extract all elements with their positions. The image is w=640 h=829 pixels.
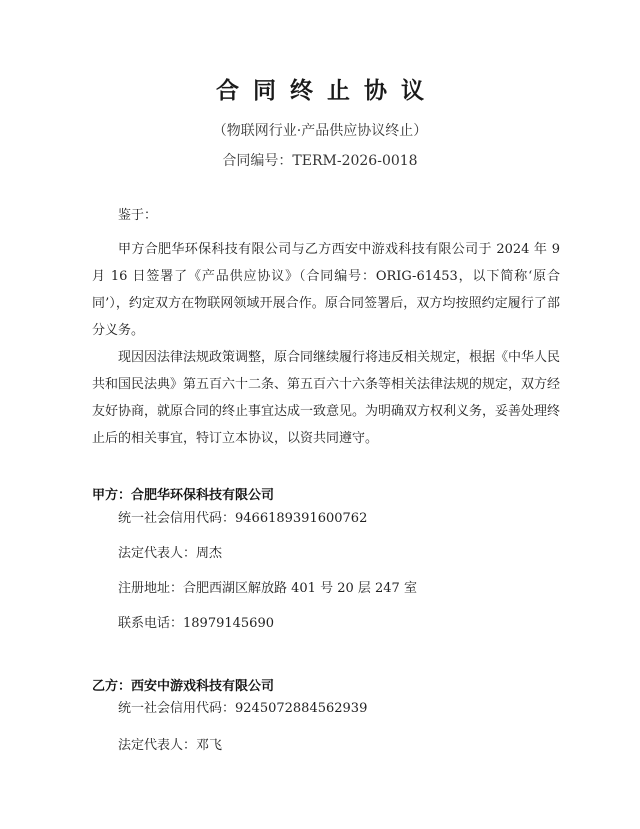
recital-paragraph-2 — [92, 344, 560, 452]
party-b-legal-rep: 法定代表人：邓飞 — [118, 738, 223, 753]
party-a-heading: 甲方：合肥华环保科技有限公司 — [92, 488, 275, 503]
party-b-credit-code: 统一社会信用代码：9245072884562939 — [118, 701, 368, 716]
party-b-heading: 乙方：西安中游戏科技有限公司 — [92, 679, 275, 694]
recital-text-2: 现因因法律法规政策调整，原合同继续履行将违反相关规定，根据《中华人民共和国民法典》第五百六十二条、第五百六十六条等相关法律法规的规定，双方经友好协商，就原合同的终止事宜达成一致意见。为明确双方权利义务，妥善处理终止后的相关事宜，特订立本协议，以资共同遵守。 — [92, 350, 561, 446]
party-a-legal-rep: 法定代表人：周杰 — [118, 546, 223, 561]
document-title: 合同终止协议 — [216, 78, 438, 104]
document-subtitle: （物联网行业·产品供应协议终止） — [212, 123, 428, 139]
party-a-phone: 联系电话：18979145690 — [118, 616, 274, 631]
party-a-address: 注册地址：合肥西湖区解放路 401 号 20 层 247 室 — [118, 581, 417, 596]
recital-paragraph-1 — [92, 236, 560, 344]
whereas-text: 鉴于： — [118, 208, 158, 223]
whereas-heading — [92, 202, 560, 229]
party-a-credit-code: 统一社会信用代码：9466189391600762 — [118, 511, 368, 526]
contract-number: 合同编号：TERM-2026-0018 — [222, 153, 418, 169]
recital-text-1: 甲方合肥华环保科技有限公司与乙方西安中游戏科技有限公司于 2024 年 9 月 16 日签署了《产品供应协议》（合同编号：ORIG-61453，以下简称‘原合同’），约定双方在物联网领域开展合作。原合同签署后，双方均按照约定履行了部分义务。 — [92, 242, 560, 338]
